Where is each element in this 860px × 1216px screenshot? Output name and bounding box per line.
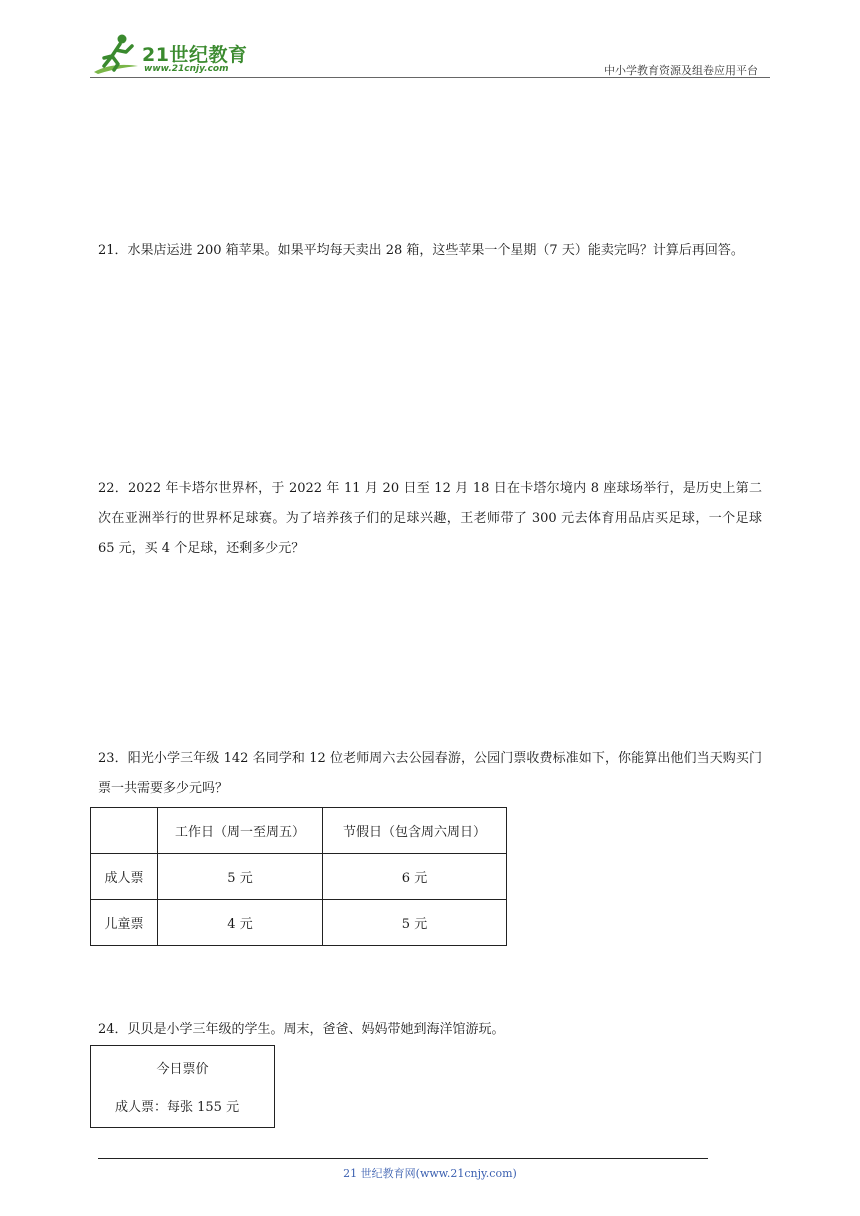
table-cell: 6 元 xyxy=(323,854,507,900)
logo-text: 21世纪教育 xyxy=(142,44,248,66)
table-cell xyxy=(91,808,158,854)
table-header-cell: 工作日（周一至周五） xyxy=(158,808,323,854)
logo-url: www.21cnjy.com xyxy=(144,64,229,74)
table-header-row xyxy=(91,808,507,854)
site-logo xyxy=(90,32,260,78)
table-cell: 5 元 xyxy=(158,854,323,900)
platform-name: 中小学教育资源及组卷应用平台 xyxy=(604,64,758,77)
question-21: 21．水果店运进 200 箱苹果。如果平均每天卖出 28 箱，这些苹果一个星期（7 天）能卖完吗？计算后再回答。 xyxy=(98,243,744,258)
table-row-label: 儿童票 xyxy=(91,900,158,946)
table-row-label: 成人票 xyxy=(91,854,158,900)
adult-ticket-price: 成人票：每张 155 元 xyxy=(115,1100,240,1115)
table-cell: 4 元 xyxy=(158,900,323,946)
table-header-cell: 节假日（包含周六周日） xyxy=(323,808,507,854)
footer-divider xyxy=(98,1158,708,1159)
price-box-title: 今日票价 xyxy=(156,1062,209,1077)
runner-logo-icon xyxy=(90,32,142,76)
header-divider xyxy=(90,77,770,78)
ticket-price-table xyxy=(90,807,507,946)
table-cell: 5 元 xyxy=(323,900,507,946)
question-24: 24．贝贝是小学三年级的学生。周末，爸爸、妈妈带她到海洋馆游玩。 xyxy=(98,1022,505,1037)
footer-text: 21 世纪教育网(www.21cnjy.com) xyxy=(343,1167,517,1180)
question-22: 22．2022 年卡塔尔世界杯，于 2022 年 11 月 20 日至 12 月 18 日在卡塔尔境内 8 座球场举行，是历史上第二次在亚洲举行的世界杯足球赛。为了培养孩子们的足球兴趣，王老师带了 300 元去体育用品店买足球，一个足球 65 元，买 4 个足球，还剩多少元？ xyxy=(98,481,762,556)
page-header xyxy=(90,32,770,78)
question-23: 23．阳光小学三年级 142 名同学和 12 位老师周六去公园春游，公园门票收费标准如下，你能算出他们当天购买门票一共需要多少元吗？ xyxy=(98,751,762,796)
table-row xyxy=(91,900,507,946)
table-row xyxy=(91,854,507,900)
today-price-box xyxy=(90,1045,275,1128)
